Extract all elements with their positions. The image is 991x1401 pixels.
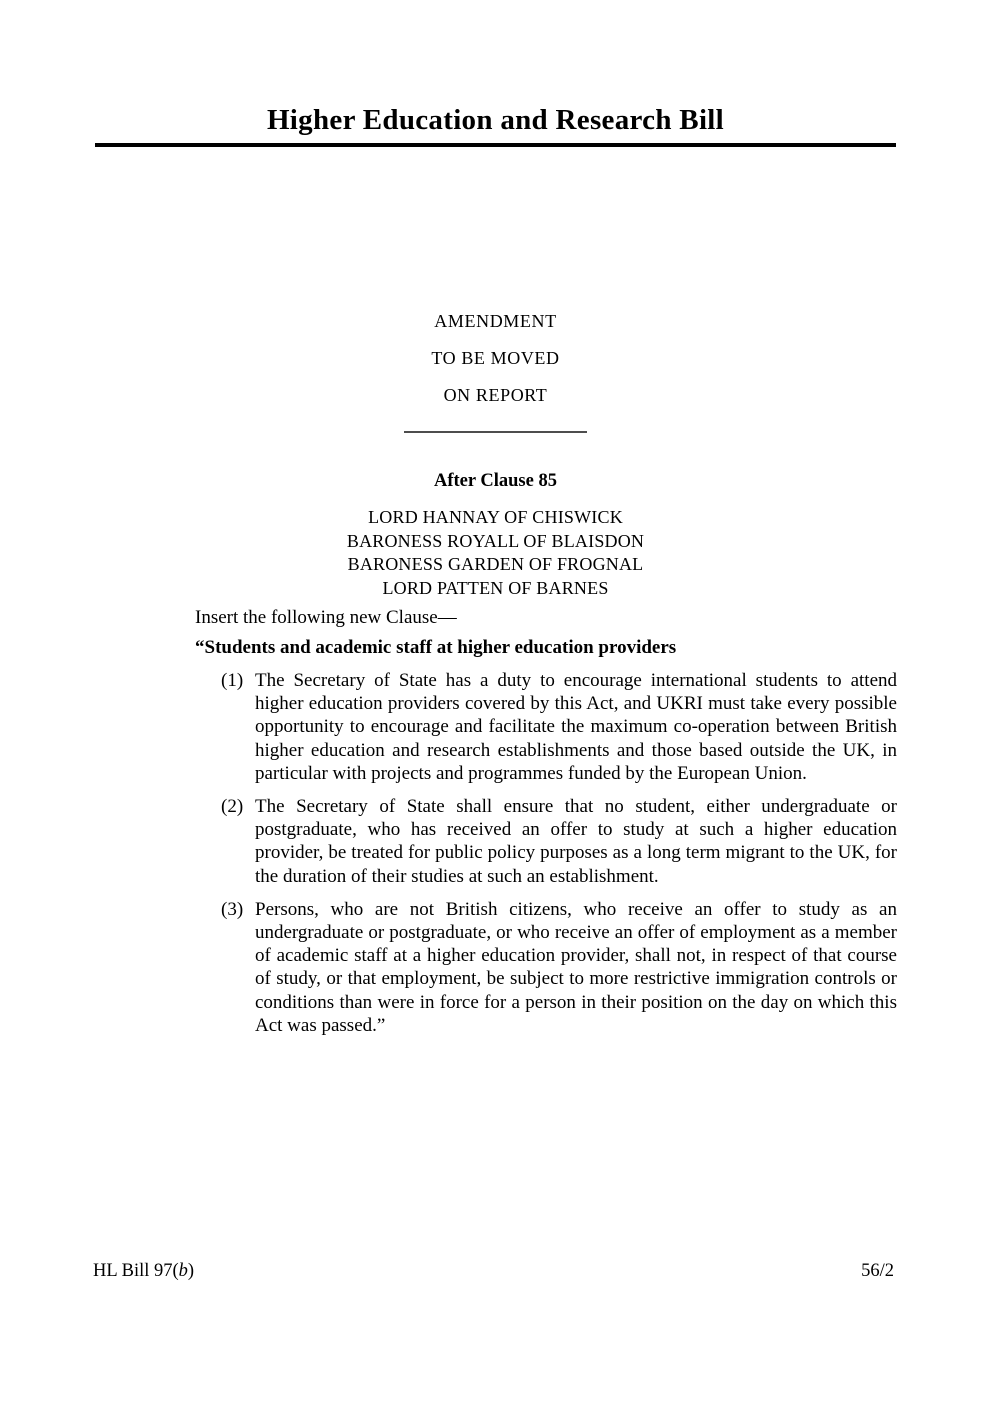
notice-line-on-report: ON REPORT [443,385,548,405]
sponsor-name: LORD HANNAY OF CHISWICK [368,507,623,527]
amendment-notice [0,303,991,414]
bill-number-prefix: HL Bill 97( [93,1261,179,1281]
amendment-paragraph [195,669,897,785]
bill-number-suffix: ) [187,1261,195,1281]
amendment-paragraph [195,898,897,1037]
paragraph-text: The Secretary of State shall ensure that no student, either undergraduate or postgraduate, who has received an offer to study at such a higher education provider, be treated for public policy purposes as a long term migrant to the UK, for the duration of their studies at such an establishment. [255,796,897,887]
paragraph-number: (3) [221,898,244,920]
document-title: Higher Education and Research Bill [266,104,725,136]
paragraph-text: The Secretary of State has a duty to encourage international students to attend higher education providers covered by this Act, and UKRI must take every possible opportunity to encourage and facilitate the maximum co-operation between British higher education and research establishments and those based outside the UK, in particular with projects and programmes funded by the European Union. [255,670,897,784]
after-clause-heading: After Clause 85 [434,471,557,491]
footer-page-ref: 56/2 [861,1261,894,1281]
sponsor-name: LORD PATTEN OF BARNES [382,577,609,598]
notice-line-amendment: AMENDMENT [434,311,557,331]
amendment-paragraph [195,795,897,888]
paragraph-number: (2) [221,796,244,818]
sponsor-name: BARONESS ROYALL OF BLAISDON [346,530,645,551]
clause-block [195,606,897,1037]
separator-rule [404,431,587,433]
bill-number-italic: b [178,1261,188,1281]
paragraph-text: Persons, who are not British citizens, who receive an offer to study as an undergraduate or postgraduate, or who receive an offer of employment as a member of academic staff at a higher education provider, shall not, in respect of that course of study, or that employment, be subject to more restrictive immigration controls or conditions than were in force for a person in their position on the day on which this Act was passed.” [255,898,897,1036]
paragraph-number: (1) [221,670,244,691]
insert-instruction: Insert the following new Clause— [195,607,457,628]
sponsor-list [0,506,991,600]
clause-title: “Students and academic staff at higher education providers [195,637,677,658]
sponsor-name: BARONESS GARDEN OF FROGNAL [347,554,644,574]
notice-line-to-be-moved: TO BE MOVED [431,348,560,368]
title-double-rule [95,143,896,147]
page-footer [93,1260,894,1283]
footer-bill-number [93,1260,194,1283]
